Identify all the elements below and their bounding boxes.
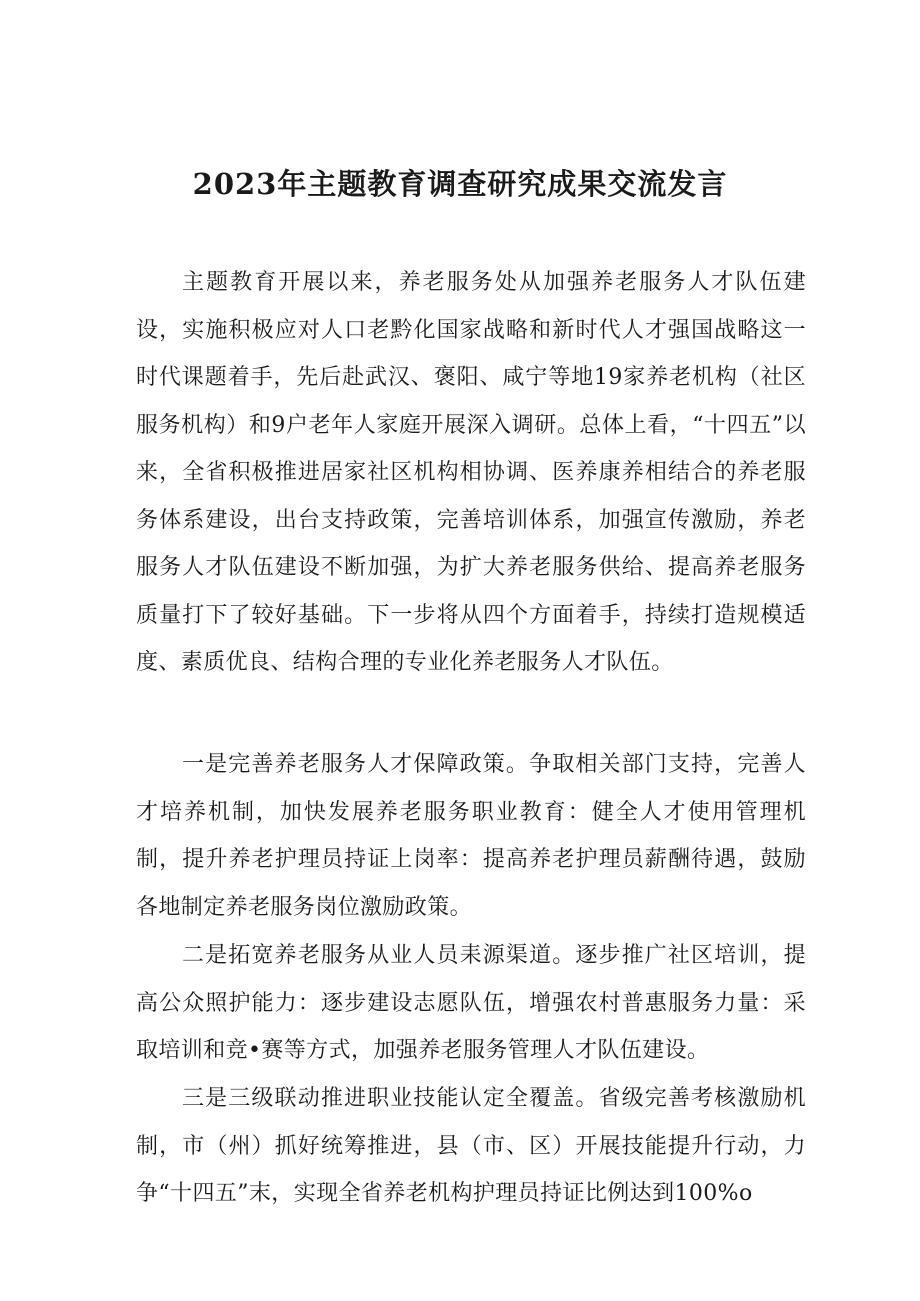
- paragraph-point-three: 三是三级联动推进职业技能认定全覆盖。省级完善考核激励机制，市（州）抓好统筹推进，县（市、区）开展技能提升行动，力争“十四五”末，实现全省养老机构护理员持证比例达到100%o: [136, 1086, 806, 1206]
- paragraph-point-two: 二是拓宽养老服务从业人员耒源渠道。逐步推广社区培训，提高公众照护能力：逐步建设志愿队伍，增强农村普惠服务力量：采取培训和竞•赛等方式，加强养老服务管理人才队伍建设。: [136, 943, 806, 1063]
- paragraph-intro: 主题教育开展以来，养老服务处从加强养老服务人才队伍建设，实施积极应对人口老黔化国家战略和新时代人才强国战略这一时代课题着手，先后赴武汉、褒阳、咸宁等地19家养老机构（社区服务机构）和9户老年人家庭开展深入调研。总体上看，“十四五”以来，全省积极推进居家社区机构相协调、医养康养相结合的养老服务体系建设，出台支持政策，完善培训体系，加强宣传激励，养老服务人才队伍建设不断加强，为扩大养老服务供给、提高养老服务质量打下了较好基础。下一步将从四个方面着手，持续打造规模适度、素质优良、结构合理的专业化养老服务人才队伍。: [136, 270, 806, 675]
- paragraph-point-one: 一是完善养老服务人才保障政策。争取相关部门支持，完善人才培养机制，加快发展养老服务职业教育：健全人才使用管理机制，提升养老护理员持证上岗率：提高养老护理员薪酬待遇，鼓励各地制定养老服务岗位激励政策。: [136, 752, 806, 920]
- document-title: 2023年主题教育调查研究成果交流发言: [192, 167, 728, 201]
